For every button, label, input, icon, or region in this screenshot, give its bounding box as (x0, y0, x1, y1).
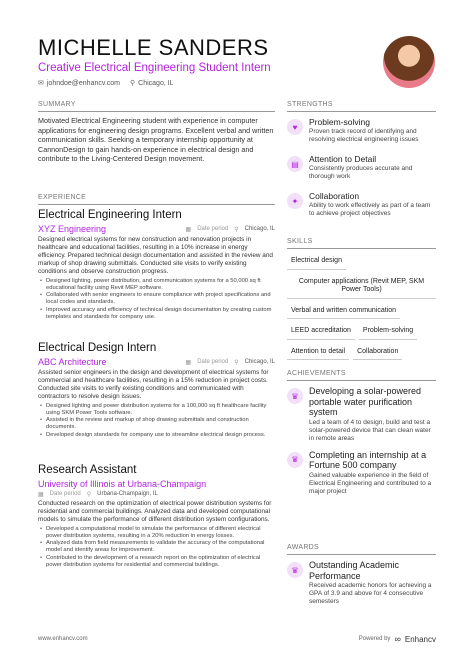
skill-tag: Attention to detail (287, 345, 349, 361)
resume-header (38, 36, 398, 87)
candidate-name: MICHELLE SANDERS (38, 35, 269, 60)
job-bullets (38, 278, 275, 321)
location-item (130, 79, 174, 87)
awards-list (287, 560, 436, 613)
strengths-list (287, 117, 436, 228)
job-description: Conducted research on the optimization of electrical power distribution systems for residential and commercial buildings. Analyzed data and developed computational models to simulate the performance of different distribution system configurations. (38, 500, 272, 523)
skill-tag: LEED accreditation (287, 324, 355, 340)
job-location: Chicago, IL (244, 358, 275, 365)
trophy-icon: ♛ (287, 562, 303, 578)
location-pin-icon: ⚲ (234, 359, 239, 366)
enhancv-logo-icon: ∞ (394, 634, 401, 644)
divider (287, 380, 436, 381)
email-icon: ✉ (38, 80, 44, 87)
divider (287, 554, 436, 555)
strength-title: Problem-solving (309, 117, 370, 127)
experience-item (38, 464, 275, 569)
achievement-title: Completing an internship at a Fortune 500 company (309, 449, 427, 470)
candidate-role: Creative Electrical Engineering Student Intern (38, 62, 271, 74)
divider (287, 111, 436, 112)
strengths-heading: STRENGTHS (287, 101, 333, 108)
awards-heading: AWARDS (287, 544, 320, 551)
achievement-desc: Led a team of 4 to design, build and test a solar-powered device that can clean water in remote areas (309, 418, 431, 442)
strength-desc: Ability to work effectively as part of a team to achieve project objectives (309, 202, 431, 217)
footer-site-link[interactable]: www.enhancv.com (38, 636, 88, 642)
job-description: Assisted senior engineers in the design and development of electrical systems for commercial and healthcare facilities, resulting in a 15% reduction in project costs. Conducted site visits to verify existing conditions and communicated with contractors to resolve design issues. (38, 369, 269, 400)
strength-item (287, 117, 436, 144)
skill-tag: Computer applications (Revit MEP, SKM Power Tools) (287, 275, 436, 299)
achievement-desc: Gained valuable experience in the field of Electrical Engineering and contributed to a major project (309, 471, 432, 495)
clipboard-icon: ▤ (287, 156, 303, 172)
avatar (383, 36, 435, 88)
divider (38, 204, 275, 205)
list-item: • Developed a computational model to simulate the performance of different electrical power distribution systems, resulting in a 20% reduction in energy losses. (38, 526, 275, 540)
powered-by-text: Powered by (358, 636, 391, 642)
strength-desc: Consistently produces accurate and thorough work (309, 165, 413, 180)
location-pin-icon: ⚲ (86, 492, 92, 498)
skills-heading: SKILLS (287, 238, 313, 245)
location-text: Chicago, IL (138, 79, 174, 87)
calendar-icon: ▦ (185, 359, 192, 366)
experience-item (38, 209, 275, 321)
list-item: • Collaborated with senior engineers to ensure compliance with project specifications and local codes and standards. (38, 292, 275, 306)
job-title: Electrical Design Intern (38, 342, 157, 354)
list-item: • Contributed to the development of a research report on the optimization of electrical power distribution systems for residential and commercial buildings. (38, 555, 275, 569)
strength-item (287, 154, 436, 181)
experience-heading: EXPERIENCE (38, 194, 87, 201)
calendar-icon: ▦ (38, 492, 44, 498)
skills-list (287, 254, 436, 360)
list-item: • Designed lighting, power distribution, and communication systems for a 50,000 sq ft educational facility using Revit MEP software. (38, 278, 275, 292)
trophy-icon: ♛ (287, 388, 303, 404)
skill-tag: Verbal and written communication (287, 304, 400, 320)
award-item (287, 560, 436, 606)
trophy-icon: ♛ (287, 452, 303, 468)
achievement-title: Developing a solar-powered portable water purification system (309, 386, 422, 417)
email-item[interactable] (38, 79, 120, 87)
job-location: Urbana-Champaign, IL (97, 491, 158, 497)
location-pin-icon: ⚲ (130, 80, 136, 87)
divider (287, 248, 436, 249)
list-item: • Assisted in the review and markup of shop drawing submittals and construction documents. (38, 417, 275, 431)
email-text: johndoe@enhancv.com (46, 79, 121, 87)
location-pin-icon: ⚲ (234, 226, 239, 233)
strength-title: Collaboration (309, 191, 360, 201)
skill-tag: Electrical design (287, 254, 346, 270)
list-item: • Developed design standards for company use to streamline electrical design process. (38, 432, 275, 439)
calendar-icon: ▦ (185, 226, 192, 233)
achievements-heading: ACHIEVEMENTS (287, 370, 346, 377)
company-name: XYZ Engineering (38, 224, 107, 234)
skill-tag: Problem-solving (359, 324, 417, 340)
list-item: • Designed lighting and power distribution systems for a 100,000 sq ft healthcare facility using SKM Power Tools software. (38, 403, 275, 417)
contact-row (38, 79, 398, 87)
award-title: Outstanding Academic Performance (309, 560, 400, 581)
achievements-list (287, 386, 436, 503)
summary-text: Motivated Electrical Engineering student with experience in computer applications for engineering design programs. Excellent verbal and written communication skills. Seeking a temporary internship opportunity at CannonDesign to gain hands-on experience in electrical design and contribute to the Living-Centered Design movement. (38, 116, 274, 163)
divider (38, 111, 275, 112)
heart-icon: ♥ (287, 119, 303, 135)
footer-brand (359, 634, 436, 644)
experience-item (38, 342, 275, 439)
strength-title: Attention to Detail (309, 154, 377, 164)
job-title: Research Assistant (38, 464, 137, 476)
date-text: Date period (197, 358, 229, 365)
job-bullets (38, 403, 275, 439)
footer (38, 634, 436, 644)
strength-desc: Proven track record of identifying and resolving electrical engineering issues (309, 128, 419, 143)
summary-heading: SUMMARY (38, 101, 76, 108)
company-name: University of Illinois at Urbana-Champaign (38, 479, 207, 489)
brand-name[interactable]: Enhancv (404, 634, 436, 644)
job-location: Chicago, IL (244, 225, 275, 232)
puzzle-icon: ✦ (287, 193, 303, 209)
job-title: Electrical Engineering Intern (38, 209, 182, 221)
achievement-item (287, 450, 436, 496)
award-desc: Received academic honors for achieving a GPA of 3.9 and above for 4 consecutive semesters (309, 582, 432, 605)
company-name: ABC Architecture (38, 357, 107, 367)
date-text: Date period (197, 225, 229, 232)
date-text: Date period (49, 491, 81, 497)
achievement-item (287, 386, 436, 443)
list-item: • Improved accuracy and efficiency of technical design documentation by creating custom templates and standards for company use. (38, 307, 275, 321)
skill-tag: Collaboration (353, 345, 402, 361)
job-description: Designed electrical systems for new construction and renovation projects in healthcare and educational facilities, resulting in a 10% increase in energy efficiency. Prepared technical design documentation and assisted in the review and markup of shop drawing submittals. Conducted site visits to verify existing conditions and observe construction progress. (38, 236, 273, 275)
list-item: • Analyzed data from field measurements to validate the accuracy of the computational model and identify areas for improvement. (38, 540, 275, 554)
job-bullets (38, 526, 275, 569)
strength-item (287, 191, 436, 218)
